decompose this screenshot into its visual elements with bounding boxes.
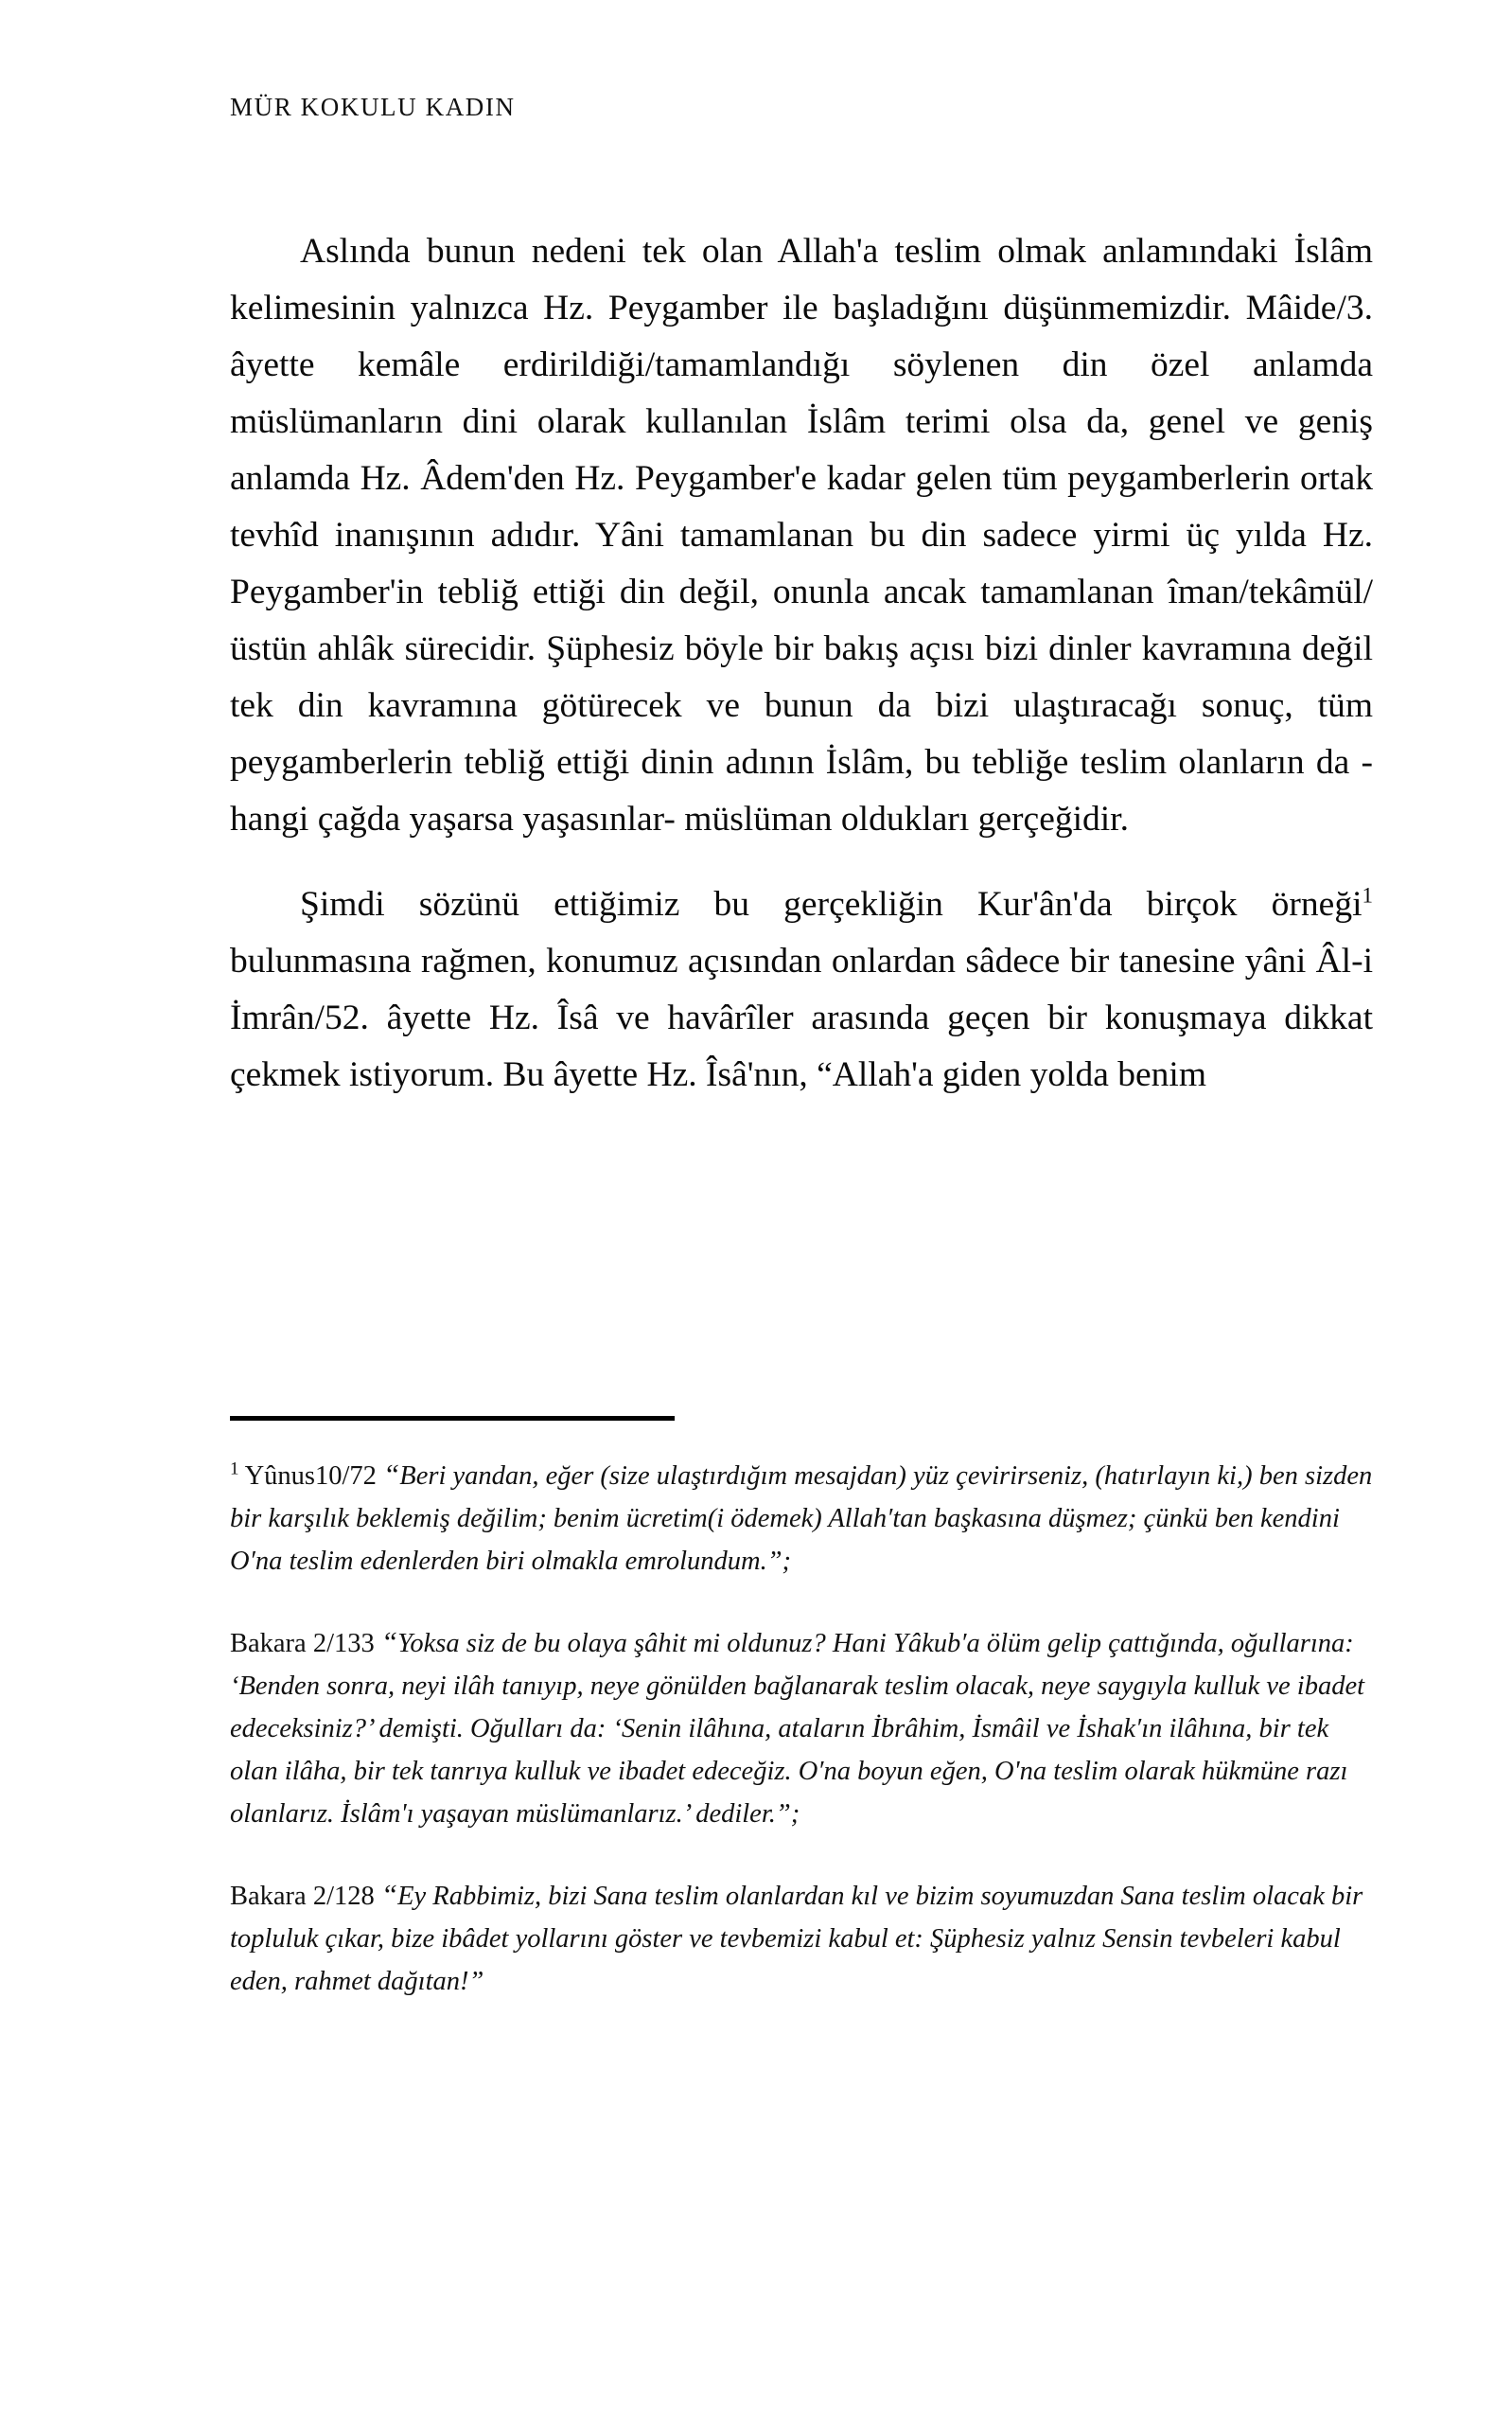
running-head: MÜR KOKULU KADIN: [230, 93, 516, 121]
body-paragraph-2: [230, 876, 1373, 1104]
footnote-separator-rule: [230, 1416, 675, 1421]
footnote-quote-text: Yoksa siz de bu olaya şâhit mi oldunuz? Hani Yâkub′a ölüm gelip çattığında, oğullarına: ‘Benden sonra, neyi ilâh tanıyıp, neye gönülden bağlanarak teslim olacak, neye saygıyla kulluk ve ibadet edeceksiniz?’ demişti. Oğulları da: ‘Senin ilâhına, ataların İbrâhim, İsmâil ve İshak′ın ilâhına, bir tek olan ilâha, bir tek tanrıya kulluk ve ibadet edeceğiz. O′na boyun eğen, O'na teslim olarak hükmüne razı olanlarız. İslâm'ı yaşayan müslümanlarız.’ dediler.”;: [230, 1629, 1365, 1829]
footnote-quote-open: “: [383, 1458, 400, 1491]
footnote-reference-1[interactable]: 1: [1362, 883, 1373, 908]
body-text-block: [230, 223, 1373, 1104]
paragraph-2-text-before-footnote-ref: Şimdi sözünü ettiğimiz bu gerçekliğin Kur'ân'da birçok örneği: [300, 885, 1363, 924]
footnote-area: [230, 1416, 1373, 2003]
footnote-source: Bakara 2/128: [230, 1882, 381, 1911]
footnote-quote-open: “: [380, 1625, 398, 1658]
footnote-quote-open: “: [380, 1878, 398, 1911]
footnote-item: [230, 1453, 1373, 1583]
footnote-quote-text: Beri yandan, eğer (size ulaştırdığım mesajdan) yüz çevirirseniz, (hatırlayın ki,) ben sizden bir karşılık beklemiş değilim; benim ücretim(i ödemek) Allah′tan başkasına düşmez; çünkü ben kendini O′na teslim edenlerden biri olmakla emrolundum.”;: [230, 1461, 1373, 1576]
footnote-quote-text: Ey Rabbimiz, bizi Sana teslim olanlardan kıl ve bizim soyumuzdan Sana teslim olacak bir topluluk çıkar, bize ibâdet yollarını göster ve tevbemizi kabul et: Şüphesiz yalnız Sensin tevbeleri kabul eden, rahmet dağıtan!”: [230, 1882, 1363, 1996]
body-paragraph-1: Aslında bunun nedeni tek olan Allah'a teslim olmak anlamındaki İslâm kelimesinin yalnızca Hz. Peygamber ile başladığını düşünmemizdir. Mâide/3. âyette kemâle erdirildiği/tamamlandığı söylenen din özel anlamda müslümanların dini olarak kullanılan İslâm terimi olsa da, genel ve geniş anlamda Hz. Âdem'den Hz. Peygamber'e kadar gelen tüm peygamberlerin ortak tevhîd inanışının adıdır. Yâni tamamlanan bu din sadece yirmi üç yılda Hz. Peygamber'in tebliğ ettiği din değil, onunla ancak tamamlanan îman/tekâmül/üstün ahlâk sürecidir. Şüphesiz böyle bir bakış açısı bizi dinler kavramına değil tek din kavramına götürecek ve bunun da bizi ulaştıracağı sonuç, tüm peygamberlerin tebliğ ettiği dinin adının İslâm, bu tebliğe teslim olanların da - hangi çağda yaşarsa yaşasınlar- müslüman oldukları gerçeğidir.: [230, 232, 1373, 839]
footnote-item: [230, 1620, 1373, 1835]
footnote-marker: 1: [230, 1459, 239, 1479]
footnote-item: [230, 1873, 1373, 2003]
footnote-source: Bakara 2/133: [230, 1629, 381, 1658]
footnote-source: Yûnus10/72: [238, 1461, 384, 1491]
paragraph-2-text-after-footnote-ref: bulunmasına rağmen, konumuz açısından onlardan sâdece bir tanesine yâni Âl-i İmrân/52. âyette Hz. Îsâ ve havârîler arasında geçen bir konuşmaya dikkat çekmek istiyorum. Bu âyette Hz. Îsâ'nın, “Allah'a giden yolda benim: [230, 942, 1373, 1094]
